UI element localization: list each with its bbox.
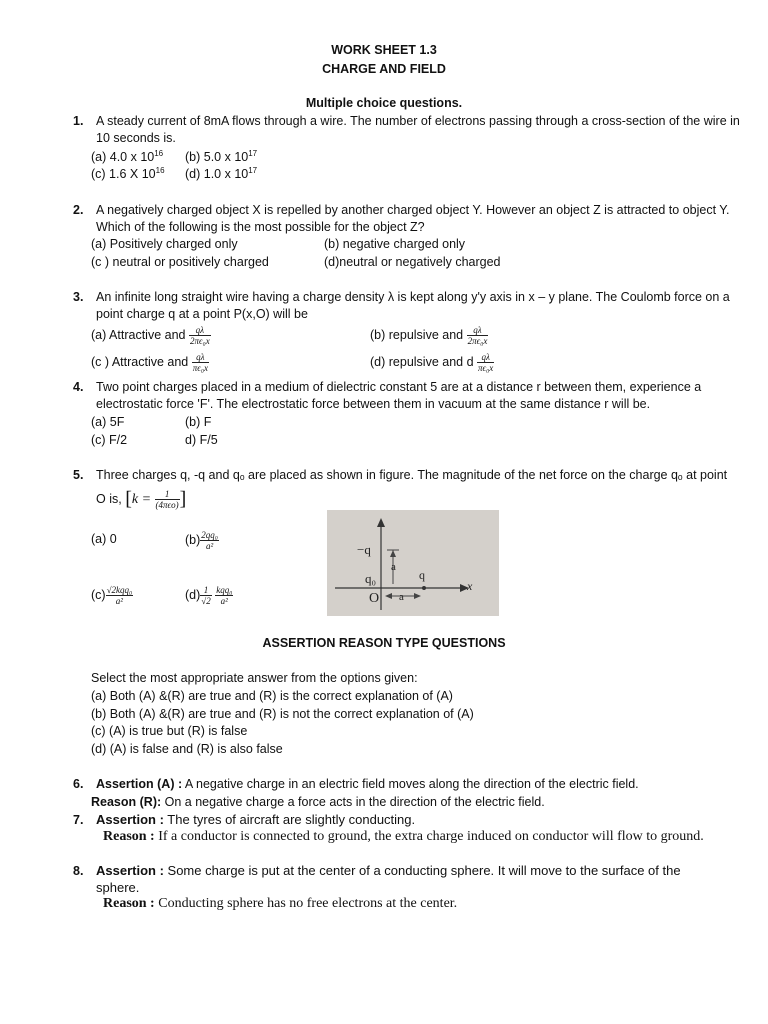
- horizontal-a-right-arrowhead: [414, 593, 421, 599]
- q6-assertion: Assertion (A) : A negative charge in an electric field moves along the direction of the electric field.: [96, 777, 639, 791]
- q2-option-b: (b) negative charged only: [324, 237, 466, 251]
- mcq-heading: Multiple choice questions.: [305, 96, 463, 110]
- charge-q-dot: [422, 586, 426, 590]
- ar-option-c: (c) (A) is true but (R) is false: [91, 724, 248, 738]
- label-a-horizontal: a: [399, 591, 404, 603]
- q1-number: 1.: [73, 114, 84, 128]
- q4-option-b: (b) F: [185, 415, 212, 429]
- q7-number: 7.: [73, 813, 84, 827]
- worksheet-title: WORK SHEET 1.3: [331, 43, 437, 57]
- q2-number: 2.: [73, 203, 84, 217]
- ar-heading: ASSERTION REASON TYPE QUESTIONS: [262, 636, 506, 650]
- q2-option-a: (a) Positively charged only: [91, 237, 238, 251]
- q5-option-a: (a) 0: [91, 532, 117, 546]
- q4-option-a: (a) 5F: [91, 415, 125, 429]
- q2-option-c: (c ) neutral or positively charged: [91, 255, 269, 269]
- q1-option-b: (b) 5.0 x $10^{17}$: [185, 149, 258, 165]
- q3-option-c: (c ) Attractive and $\frac{q\lambda}{\text{πϵ₀x}}$: [91, 352, 209, 373]
- label-x: x: [467, 579, 473, 593]
- label-q0: q₀: [365, 571, 377, 586]
- q3-text: An infinite long straight wire having a charge density λ is kept along y'y axis in x – y plane. The Coulomb force on a point charge q at a point P(x,O) will be: [96, 290, 730, 321]
- q3-option-d: (d) repulsive and d $\frac{q\lambda}{\text{πϵ₀x}}$: [370, 352, 494, 373]
- q6-number: 6.: [73, 777, 84, 791]
- q7-assertion: Assertion : The tyres of aircraft are slightly conducting.: [96, 812, 416, 827]
- q1-option-a: (a) 4.0 x $10^{16}$: [91, 149, 164, 165]
- q1-option-c: (c) 1.6 X $10^{16}$: [91, 166, 165, 182]
- q8-assertion: Assertion : Some charge is put at the center of a conducting sphere. It will move to the surface of the sphere.: [96, 863, 681, 895]
- q3-option-a: (a) Attractive and $\frac{q\lambda}{\text{2πϵ₀x}}$: [91, 325, 210, 346]
- q2-text: A negatively charged object X is repelled by another charged object Y. However an object Z is attracted to object Y. Which of the following is the most possible for the object Z?: [96, 203, 730, 234]
- q4-text: Two point charges placed in a medium of dielectric constant 5 are at a distance r between them, experience a electrostatic force 'F'. The electrostatic force between them in vacuum at the same distance r will be.: [96, 380, 702, 411]
- q8-reason: Reason : Conducting sphere has no free electrons at the center.: [103, 896, 458, 911]
- q1-option-d: (d) 1.0 x $10^{17}$: [185, 166, 258, 182]
- ar-option-a: (a) Both (A) &(R) are true and (R) is the correct explanation of (A): [91, 689, 453, 703]
- y-axis-arrowhead: [377, 518, 385, 527]
- q3-option-b: (b) repulsive and $\frac{q\lambda}{\text{2πϵ₀x}}$: [370, 325, 488, 346]
- q5-option-d: (d) $\frac{1}{√2}$ $\frac{\text{kqq₀}}{\text{a²}}$: [185, 585, 233, 606]
- label-origin: O: [369, 591, 380, 606]
- q5-number: 5.: [73, 468, 84, 482]
- charges-diagram: [327, 510, 499, 616]
- q4-option-d: d) F/5: [185, 433, 218, 447]
- q5-option-b: (b) $\frac{\text{2qq₀}}{\text{a²}}$: [185, 530, 218, 551]
- q5-option-c: (c) $\frac{\text{√2kqq₀}}{\text{a²}}$: [91, 585, 133, 606]
- vertical-a-arrowhead: [390, 550, 396, 557]
- label-a-vertical: a: [391, 561, 396, 573]
- q6-reason: Reason (R): On a negative charge a force acts in the direction of the electric field.: [91, 795, 545, 809]
- label-neg-q: −q: [357, 542, 371, 557]
- label-q: q: [419, 568, 425, 582]
- q7-reason: Reason : If a conductor is connected to ground, the extra charge induced on conductor will flow to ground.: [103, 829, 704, 844]
- ar-intro: Select the most appropriate answer from the options given:: [91, 671, 418, 685]
- worksheet-subtitle: CHARGE AND FIELD: [322, 62, 446, 76]
- q4-number: 4.: [73, 380, 84, 394]
- q5-text: Three charges q, -q and qₒ are placed as shown in figure. The magnitude of the net force on the charge qₒ at point: [96, 468, 728, 482]
- q8-number: 8.: [73, 864, 84, 878]
- ar-option-d: (d) (A) is false and (R) is also false: [91, 742, 283, 756]
- q5-text-line2: O is, [k = $\frac{1}{\text{(4πϵo)}}$ ]: [96, 488, 187, 510]
- ar-option-b: (b) Both (A) &(R) are true and (R) is not the correct explanation of (A): [91, 707, 474, 721]
- q3-number: 3.: [73, 290, 84, 304]
- horizontal-a-left-arrowhead: [385, 593, 392, 599]
- q1-text: A steady current of 8mA flows through a wire. The number of electrons passing through a cross-section of the wire in 10 seconds is.: [96, 114, 740, 145]
- q4-option-c: (c) F/2: [91, 433, 128, 447]
- q2-option-d: (d)neutral or negatively charged: [324, 255, 501, 269]
- charges-figure: [327, 510, 499, 616]
